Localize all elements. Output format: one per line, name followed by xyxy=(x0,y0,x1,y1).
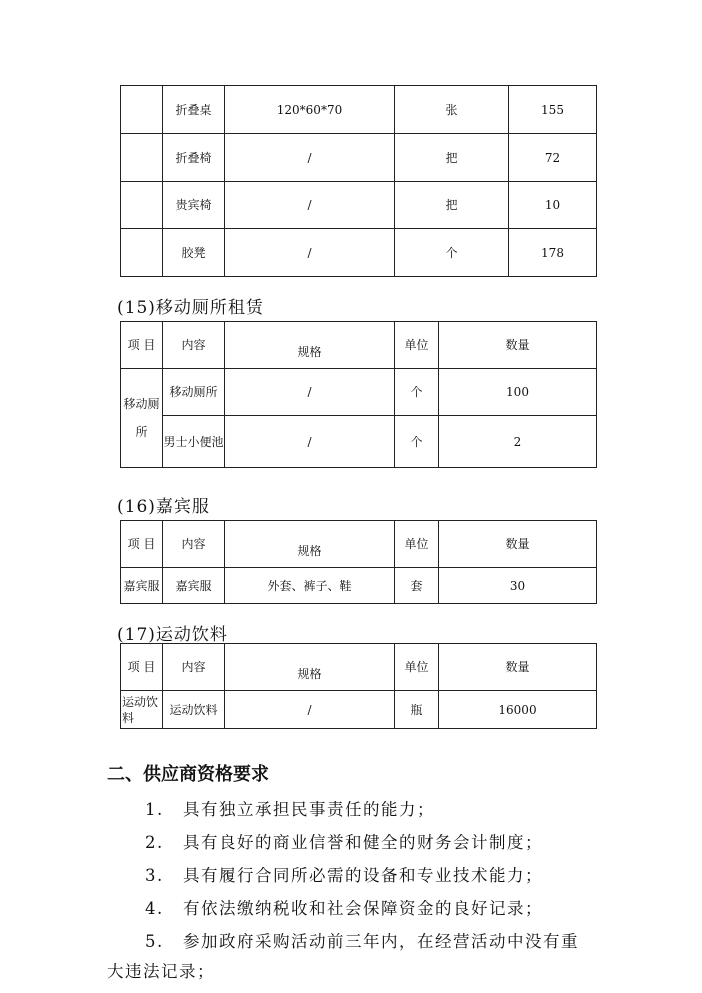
list-item-text: 有依法缴纳税收和社会保障资金的良好记录； xyxy=(183,899,543,918)
unit-cell: 套 xyxy=(395,568,439,604)
header-content: 内容 xyxy=(163,322,225,369)
header-item: 项 目 xyxy=(121,322,163,369)
header-unit: 单位 xyxy=(395,521,439,568)
table-row xyxy=(121,568,597,604)
list-item xyxy=(145,829,543,853)
list-item-number: 1. xyxy=(145,800,164,819)
list-item-number: 3. xyxy=(145,866,164,885)
item-cell xyxy=(121,86,163,134)
toilet-table xyxy=(120,321,597,468)
table-row xyxy=(121,229,597,277)
qty-cell: 16000 xyxy=(439,691,597,729)
table-row xyxy=(121,691,597,729)
section-17-title: (17)运动饮料 xyxy=(117,625,228,645)
header-spec: 规格 xyxy=(225,521,395,568)
furniture-table xyxy=(120,85,597,277)
qty-cell: 30 xyxy=(439,568,597,604)
table-row xyxy=(121,182,597,229)
table-row xyxy=(121,416,597,468)
content-cell: 男士小便池 xyxy=(163,416,225,468)
content-cell: 嘉宾服 xyxy=(163,568,225,604)
qty-cell: 2 xyxy=(439,416,597,468)
spec-cell: / xyxy=(225,691,395,729)
content-cell: 移动厕所 xyxy=(163,369,225,416)
sports-drink-table xyxy=(120,643,597,729)
item-cell xyxy=(121,182,163,229)
spec-cell: / xyxy=(225,416,395,468)
table-header-row xyxy=(121,644,597,691)
item-cell xyxy=(121,229,163,277)
list-item-text: 具有良好的商业信誉和健全的财务会计制度； xyxy=(183,833,543,852)
item-cell xyxy=(121,134,163,182)
qty-cell: 72 xyxy=(509,134,597,182)
list-item-text: 具有独立承担民事责任的能力； xyxy=(183,800,435,819)
qty-cell: 155 xyxy=(509,86,597,134)
list-item-text: 参加政府采购活动前三年内，在经营活动中没有重 xyxy=(183,932,579,951)
content-cell: 贵宾椅 xyxy=(163,182,225,229)
unit-cell: 个 xyxy=(395,229,509,277)
header-item: 项 目 xyxy=(121,521,163,568)
unit-cell: 个 xyxy=(395,369,439,416)
content-cell: 运动饮料 xyxy=(163,691,225,729)
unit-cell: 把 xyxy=(395,182,509,229)
content-cell: 折叠桌 xyxy=(163,86,225,134)
spec-cell: / xyxy=(225,369,395,416)
table-row xyxy=(121,134,597,182)
content-cell: 胶凳 xyxy=(163,229,225,277)
group-label-cell: 移动厕所 xyxy=(121,369,163,468)
header-content: 内容 xyxy=(163,644,225,691)
table-row xyxy=(121,86,597,134)
spec-cell: / xyxy=(225,134,395,182)
header-spec: 规格 xyxy=(225,322,395,369)
header-qty: 数量 xyxy=(439,322,597,369)
list-item-text: 具有履行合同所必需的设备和专业技术能力； xyxy=(183,866,543,885)
qty-cell: 100 xyxy=(439,369,597,416)
spec-cell: / xyxy=(225,182,395,229)
section-15-title: (15)移动厕所租赁 xyxy=(117,298,264,318)
qty-cell: 178 xyxy=(509,229,597,277)
section-16-title: (16)嘉宾服 xyxy=(117,497,210,517)
list-item xyxy=(145,895,543,919)
table-header-row xyxy=(121,521,597,568)
spec-cell: 外套、裤子、鞋 xyxy=(225,568,395,604)
header-content: 内容 xyxy=(163,521,225,568)
list-item xyxy=(145,928,579,952)
unit-cell: 瓶 xyxy=(395,691,439,729)
header-qty: 数量 xyxy=(439,644,597,691)
list-item-number: 2. xyxy=(145,833,164,852)
qty-cell: 10 xyxy=(509,182,597,229)
list-item xyxy=(145,796,435,820)
spec-cell: / xyxy=(225,229,395,277)
header-unit: 单位 xyxy=(395,644,439,691)
content-cell: 折叠椅 xyxy=(163,134,225,182)
header-unit: 单位 xyxy=(395,322,439,369)
item-cell: 运动饮料 xyxy=(121,691,163,729)
unit-cell: 把 xyxy=(395,134,509,182)
list-item-number: 4. xyxy=(145,899,164,918)
item-cell: 嘉宾服 xyxy=(121,568,163,604)
table-row xyxy=(121,369,597,416)
table-header-row xyxy=(121,322,597,369)
list-item-number: 5. xyxy=(145,932,164,951)
header-item: 项 目 xyxy=(121,644,163,691)
header-qty: 数量 xyxy=(439,521,597,568)
unit-cell: 张 xyxy=(395,86,509,134)
unit-cell: 个 xyxy=(395,416,439,468)
qualifications-heading: 二、供应商资格要求 xyxy=(107,764,269,785)
header-spec: 规格 xyxy=(225,644,395,691)
list-item xyxy=(145,862,543,886)
guest-clothing-table xyxy=(120,520,597,604)
list-item-continuation: 大违法记录； xyxy=(107,962,215,981)
spec-cell: 120*60*70 xyxy=(225,86,395,134)
